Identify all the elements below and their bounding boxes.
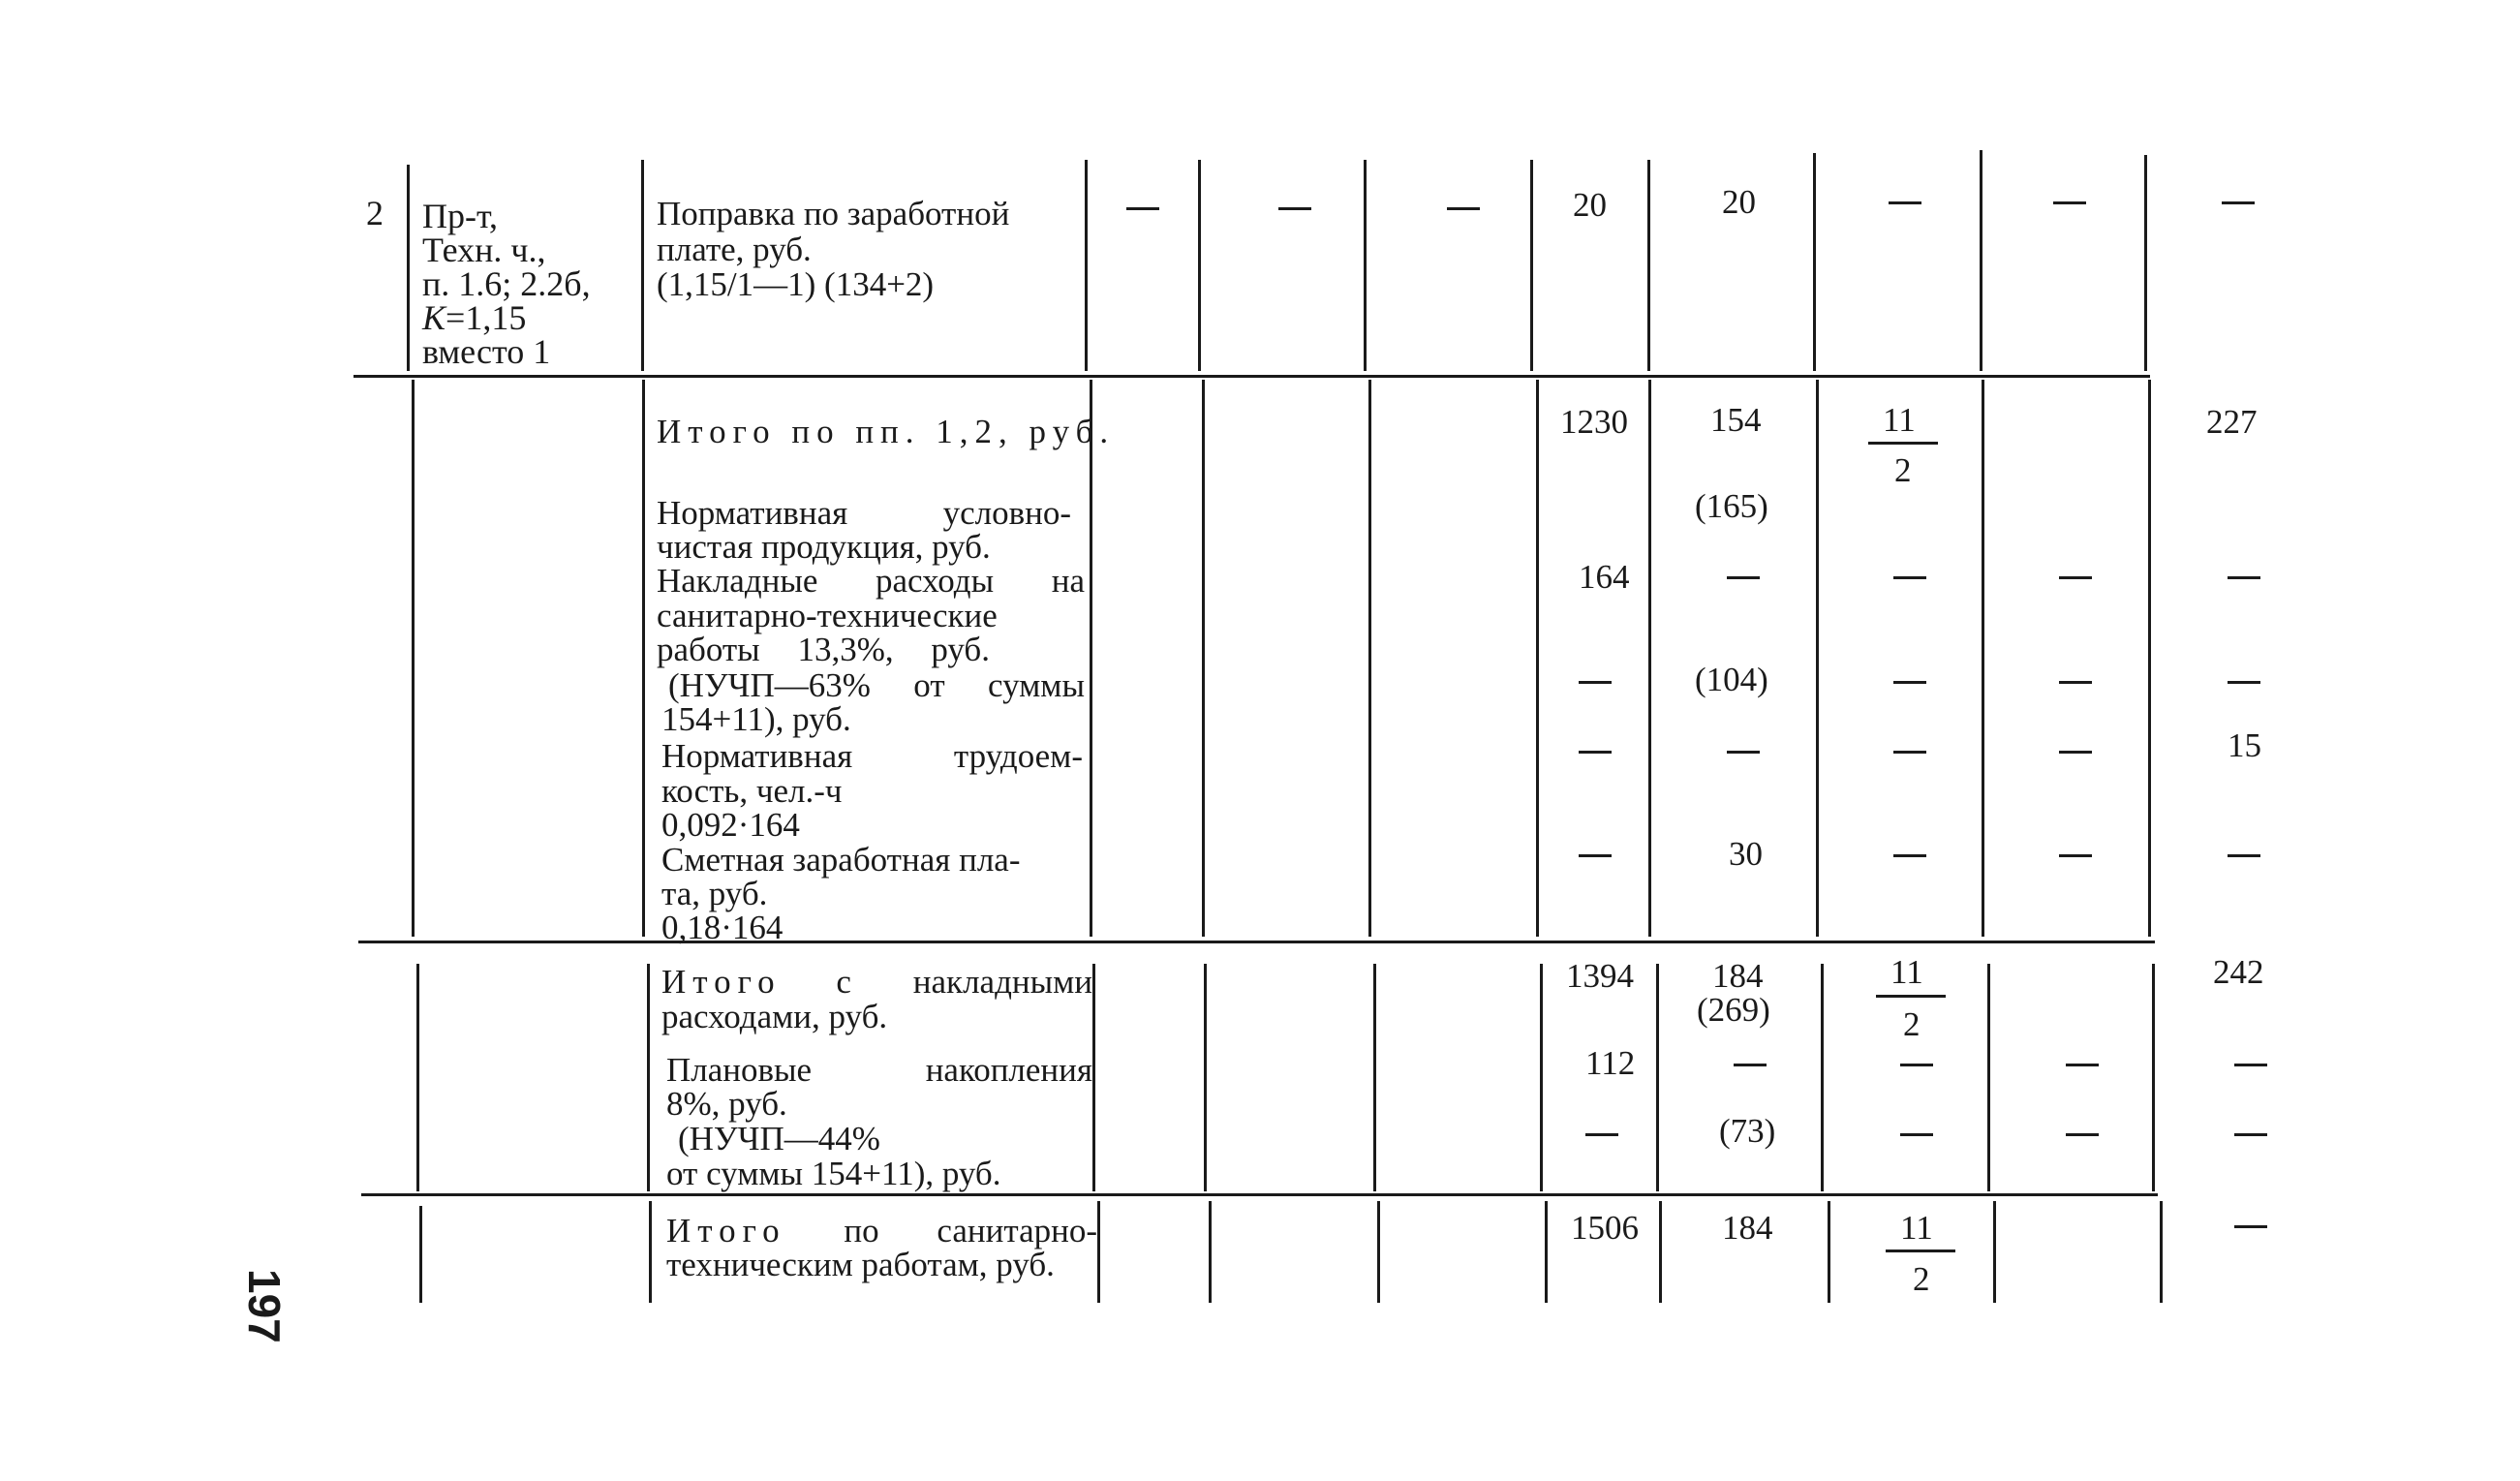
desc-line: плате, руб. <box>657 231 812 268</box>
desc-line: чистая продукция, руб. <box>657 528 991 566</box>
fraction-numerator: 11 <box>1883 401 1916 439</box>
fraction-bar <box>1868 442 1938 445</box>
column-divider <box>1828 1201 1830 1303</box>
empty-cell-dash <box>1893 576 1926 579</box>
row-divider <box>358 941 2155 943</box>
column-divider <box>1368 380 1371 937</box>
empty-cell-dash <box>2228 576 2260 579</box>
cell-value: 15 <box>2228 726 2261 764</box>
empty-cell-dash <box>1126 207 1159 210</box>
column-divider <box>412 380 415 937</box>
empty-cell-dash <box>2222 201 2255 204</box>
column-divider <box>419 1206 422 1303</box>
column-divider <box>407 165 410 371</box>
column-divider <box>1982 380 1984 937</box>
empty-cell-dash <box>2059 854 2092 857</box>
column-divider <box>1987 964 1990 1191</box>
cell-value: 30 <box>1729 835 1763 873</box>
empty-cell-dash <box>1278 207 1311 210</box>
column-divider <box>1659 1201 1662 1303</box>
cell-value: (104) <box>1695 661 1768 698</box>
desc-line: та, руб. <box>661 875 768 912</box>
column-divider <box>1377 1201 1380 1303</box>
column-divider <box>1530 160 1533 371</box>
cell-value: 20 <box>1722 183 1756 221</box>
page-number: 197 <box>239 1269 290 1343</box>
cell-value: 112 <box>1585 1044 1636 1082</box>
source-line: вместо 1 <box>422 332 551 371</box>
desc-line: санитарно-технические <box>657 597 998 634</box>
desc-line: Нормативная трудоем- <box>661 737 1083 775</box>
column-divider <box>2144 155 2147 371</box>
cell-value: 154 <box>1710 401 1762 439</box>
empty-cell-dash <box>1579 681 1612 684</box>
itogo-label: Итого с накладными <box>661 963 1092 1001</box>
empty-cell-dash <box>1727 576 1760 579</box>
empty-cell-dash <box>2228 854 2260 857</box>
column-divider <box>1209 1201 1212 1303</box>
column-divider <box>1821 964 1824 1191</box>
cell-value: 20 <box>1573 186 1607 224</box>
desc-line: Накладные расходы на <box>657 562 1085 600</box>
empty-cell-dash <box>2066 1133 2099 1136</box>
itogo-label: Итого по пп. 1,2, руб. <box>657 413 1116 450</box>
empty-cell-dash <box>2059 681 2092 684</box>
column-divider <box>1536 380 1539 937</box>
empty-cell-dash <box>2234 1133 2267 1136</box>
column-divider <box>1092 964 1095 1191</box>
source-line: K=1,15 <box>422 298 527 337</box>
desc-line: (НУЧП—63% от суммы <box>668 666 1085 704</box>
empty-cell-dash <box>1893 854 1926 857</box>
column-divider <box>1198 160 1201 371</box>
cell-value: 242 <box>2213 953 2264 991</box>
column-divider <box>2160 1201 2163 1303</box>
cell-value: 184 <box>1712 957 1764 995</box>
column-divider <box>1097 1201 1100 1303</box>
column-divider <box>416 964 419 1191</box>
row-index: 2 <box>366 194 384 232</box>
desc-line: (1,15/1—1) (134+2) <box>657 265 935 303</box>
column-divider <box>1813 153 1816 371</box>
row-divider <box>353 375 2150 378</box>
desc-line: от суммы 154+11), руб. <box>666 1155 1001 1192</box>
column-divider <box>649 1201 652 1303</box>
column-divider <box>1816 380 1819 937</box>
column-divider <box>642 380 645 937</box>
cell-value: (269) <box>1697 991 1770 1029</box>
empty-cell-dash <box>1579 854 1612 857</box>
fraction-numerator: 11 <box>1890 953 1923 991</box>
cell-value: 1394 <box>1566 957 1634 995</box>
desc-line: 0,18·164 <box>661 909 784 946</box>
cell-value: 184 <box>1722 1209 1773 1247</box>
empty-cell-dash <box>2228 681 2260 684</box>
column-divider <box>1364 160 1367 371</box>
column-divider <box>1540 964 1543 1191</box>
cell-value: 1230 <box>1560 403 1628 441</box>
column-divider <box>641 160 644 371</box>
empty-cell-dash <box>1900 1133 1933 1136</box>
empty-cell-dash <box>1447 207 1480 210</box>
desc-line: Плановые накопления <box>666 1051 1092 1089</box>
column-divider <box>1090 380 1092 937</box>
desc-line: кость, чел.-ч <box>661 772 843 810</box>
column-divider <box>1373 964 1376 1191</box>
column-divider <box>1980 150 1982 371</box>
fraction-denominator: 2 <box>1903 1005 1921 1043</box>
cell-value: (73) <box>1719 1112 1776 1150</box>
fraction-denominator: 2 <box>1913 1260 1930 1298</box>
source-line: Техн. ч., <box>422 231 546 269</box>
empty-cell-dash <box>1889 201 1921 204</box>
empty-cell-dash <box>1893 681 1926 684</box>
column-divider <box>1545 1201 1548 1303</box>
empty-cell-dash <box>2066 1064 2099 1066</box>
column-divider <box>1647 160 1650 371</box>
desc-line: Поправка по заработной <box>657 195 1010 232</box>
empty-cell-dash <box>2059 576 2092 579</box>
column-divider <box>2148 380 2151 937</box>
fraction-denominator: 2 <box>1894 451 1912 489</box>
cell-value: 164 <box>1579 558 1630 596</box>
desc-line: Сметная заработная пла- <box>661 841 1021 879</box>
empty-cell-dash <box>1893 751 1926 754</box>
empty-cell-dash <box>1585 1133 1618 1136</box>
column-divider <box>1204 964 1207 1191</box>
fraction-bar <box>1876 995 1946 998</box>
desc-line: работы 13,3%, руб. <box>657 631 990 668</box>
desc-line: техническим работам, руб. <box>666 1246 1055 1283</box>
empty-cell-dash <box>2059 751 2092 754</box>
row-divider <box>361 1193 2158 1196</box>
empty-cell-dash <box>2234 1225 2267 1228</box>
column-divider <box>1085 160 1088 371</box>
cell-value: 1506 <box>1571 1209 1639 1247</box>
desc-line: 8%, руб. <box>666 1085 787 1123</box>
column-divider <box>1202 380 1205 937</box>
column-divider <box>1648 380 1651 937</box>
empty-cell-dash <box>1734 1064 1767 1066</box>
empty-cell-dash <box>2234 1064 2267 1066</box>
source-line: Пр-т, <box>422 197 499 235</box>
cell-value: (165) <box>1695 487 1768 525</box>
desc-line: Нормативная условно- <box>657 494 1071 532</box>
desc-line: 0,092·164 <box>661 806 800 844</box>
empty-cell-dash <box>1900 1064 1933 1066</box>
column-divider <box>1993 1201 1996 1303</box>
empty-cell-dash <box>1727 751 1760 754</box>
column-divider <box>1656 964 1659 1191</box>
source-line: п. 1.6; 2.2б, <box>422 264 591 303</box>
empty-cell-dash <box>1579 751 1612 754</box>
fraction-numerator: 11 <box>1900 1209 1933 1247</box>
column-divider <box>647 964 650 1191</box>
desc-line: расходами, руб. <box>661 998 888 1035</box>
itogo-label: Итого по санитарно- <box>666 1212 1097 1250</box>
empty-cell-dash <box>2053 201 2086 204</box>
desc-line: 154+11), руб. <box>661 700 851 738</box>
column-divider <box>2152 964 2155 1191</box>
desc-line: (НУЧП—44% <box>678 1120 880 1157</box>
fraction-bar <box>1886 1250 1955 1252</box>
cell-value: 227 <box>2206 403 2258 441</box>
